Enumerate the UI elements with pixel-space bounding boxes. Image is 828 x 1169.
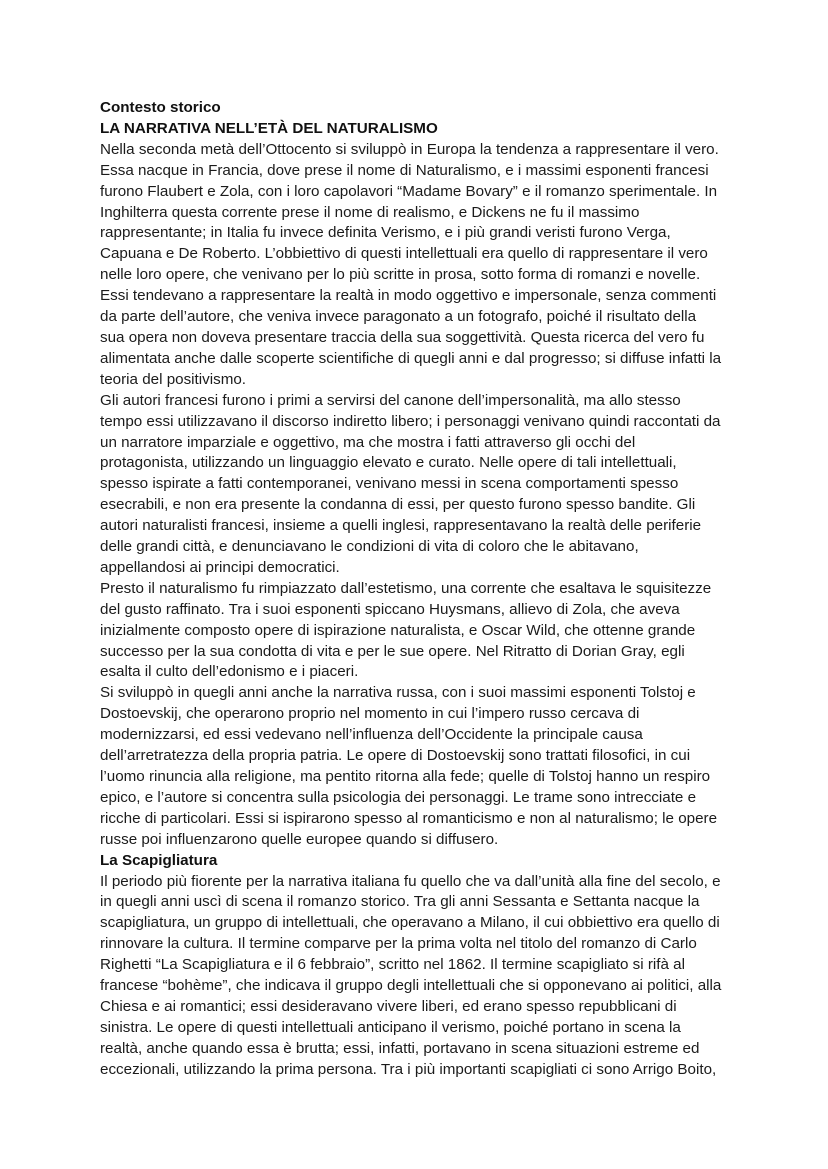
text-line: Essi tendevano a rappresentare la realtà in modo oggettivo e impersonale, senza commenti [100, 287, 717, 305]
text-line: inizialmente composto opere di ispirazione naturalista, e Oscar Wild, che ottenne grande [100, 621, 696, 639]
text-line: l’uomo rinuncia alla religione, ma pentito ritorna alla fede; quelle di Tolstoj hanno un respiro [100, 768, 711, 785]
text-line: protagonista, utilizzando un linguaggio elevato e curato. Nelle opere di tali intellettuali, [100, 454, 677, 472]
text-line: Si sviluppò in quegli anni anche la narrativa russa, con i suoi massimi esponenti Tolstoj e [100, 684, 696, 702]
text-line: Presto il naturalismo fu rimpiazzato dall’estetismo, una corrente che esaltava le squisitezze [100, 579, 712, 597]
text-line: sua opera non doveva presentare traccia della sua soggettività. Questa ricerca del vero fu [100, 328, 705, 346]
text-line: Capuana e De Roberto. L’obbiettivo di questi intellettuali era quello di rappresentare il vero [100, 245, 708, 263]
document-page [100, 98, 732, 1081]
text-line: sinistra. Le opere di questi intellettuali anticipano il verismo, poiché portano in scena la [100, 1018, 681, 1036]
text-line: dell’arretratezza della propria patria. Le opere di Dostoevskij sono trattati filosofici, in cui [100, 747, 691, 765]
subsection-heading: La Scapigliatura [100, 851, 218, 869]
text-line: un narratore imparziale e oggettivo, ma che mostra i fatti attraverso gli occhi del [100, 433, 636, 451]
text-line: alimentata anche dalle scoperte scientifiche di quegli anni e dal progresso; si diffuse infatti la [100, 349, 722, 367]
text-line: in quegli anni uscì di scena il romanzo storico. Tra gli anni Sessanta e Settanta nacque la [100, 893, 700, 911]
text-line: autori naturalisti francesi, insieme a quelli inglesi, rappresentavano la realtà delle periferie [100, 517, 702, 535]
document-title: LA NARRATIVA NELL’ETÀ DEL NATURALISMO [100, 119, 438, 137]
text-line: spesso ispirate a fatti contemporanei, venivano messi in scena comportamenti spesso [100, 475, 679, 493]
text-line: Dostoevskij, che operarono proprio nel momento in cui l’impero russo cercava di [100, 705, 640, 723]
text-line: da parte dell’autore, che veniva invece paragonato a un fotografo, poiché il risultato della [100, 308, 697, 326]
text-line: esecrabili, e non era presente la condanna di essi, per questo furono spesso bandite. Gli [100, 496, 696, 514]
text-line: delle grandi città, e denunciavano le condizioni di vita di coloro che le abitavano, [100, 538, 639, 556]
text-line: rappresentante; in Italia fu invece definita Verismo, e i più grandi veristi furono Verga, [100, 224, 671, 242]
text-line: Righetti “La Scapigliatura e il 6 febbraio”, scritto nel 1862. Il termine scapigliato si rifà al [100, 956, 686, 974]
text-line: Nella seconda metà dell’Ottocento si sviluppò in Europa la tendenza a rappresentare il vero. [100, 140, 719, 158]
text-line: epico, e l’autore si concentra sulla psicologia dei personaggi. Le trame sono intrecciate e [100, 788, 697, 806]
paragraph-scapigliatura [100, 872, 732, 1081]
paragraph-narrativa-russa [100, 683, 732, 850]
text-line: Il periodo più fiorente per la narrativa italiana fu quello che va dall’unità alla fine del secolo, e [100, 872, 721, 890]
text-line: Chiesa e ai romantici; essi desideravano vivere liberi, ed erano spesso repubblicani di [100, 997, 677, 1015]
paragraph-impersonalita [100, 391, 732, 579]
text-line: scapigliatura, un gruppo di intellettuali, che operavano a Milano, il cui obbiettivo era quello di [100, 914, 720, 932]
paragraph-estetismo [100, 579, 732, 684]
text-line: tempo essi utilizzavano il discorso indiretto libero; i personaggi venivano quindi raccontati da [100, 412, 721, 430]
text-line: eccezionali, utilizzando la prima persona. Tra i più importanti scapigliati ci sono Arrigo Boito, [100, 1060, 717, 1078]
text-line: Gli autori francesi furono i primi a servirsi del canone dell’impersonalità, ma allo stesso [100, 391, 681, 409]
text-line: russe poi influenzarono quelle europee quando si diffusero. [100, 830, 499, 848]
text-line: modernizzarsi, ed essi vedevano nell’influenza dell’Occidente la principale causa [100, 726, 643, 744]
text-line: Inghilterra questa corrente prese il nome di realismo, e Dickens ne fu il massimo [100, 203, 640, 221]
text-line: esalta il culto dell’edonismo e i piaceri. [100, 663, 359, 681]
text-line: Essa nacque in Francia, dove prese il nome di Naturalismo, e i massimi esponenti francesi [100, 161, 709, 179]
text-line: nelle loro opere, che venivano per lo più scritte in prosa, sotto forma di romanzi e novelle. [100, 266, 701, 284]
paragraph-naturalismo [100, 140, 732, 391]
text-line: appellandosi ai principi democratici. [100, 558, 340, 576]
text-line: successo per la sua condotta di vita e per le sue opere. Nel Ritratto di Dorian Gray, egli [100, 642, 685, 660]
text-line: realtà, anche quando essa è brutta; essi, infatti, portavano in scena situazioni estreme ed [100, 1039, 700, 1057]
text-line: rinnovare la cultura. Il termine comparve per la prima volta nel titolo del romanzo di Carlo [100, 935, 697, 953]
text-line: del gusto raffinato. Tra i suoi esponenti spiccano Huysmans, allievo di Zola, che aveva [100, 600, 680, 618]
text-line: teoria del positivismo. [100, 370, 247, 388]
text-line: francese “bohème”, che indicava il gruppo degli intellettuali che si opponevano ai politici, alla [100, 977, 722, 995]
section-heading: Contesto storico [100, 99, 221, 116]
text-line: furono Flaubert e Zola, con i loro capolavori “Madame Bovary” e il romanzo sperimentale. In [100, 182, 718, 200]
text-line: ricche di particolari. Essi si ispirarono spesso al romanticismo e non al naturalismo; le opere [100, 809, 718, 827]
